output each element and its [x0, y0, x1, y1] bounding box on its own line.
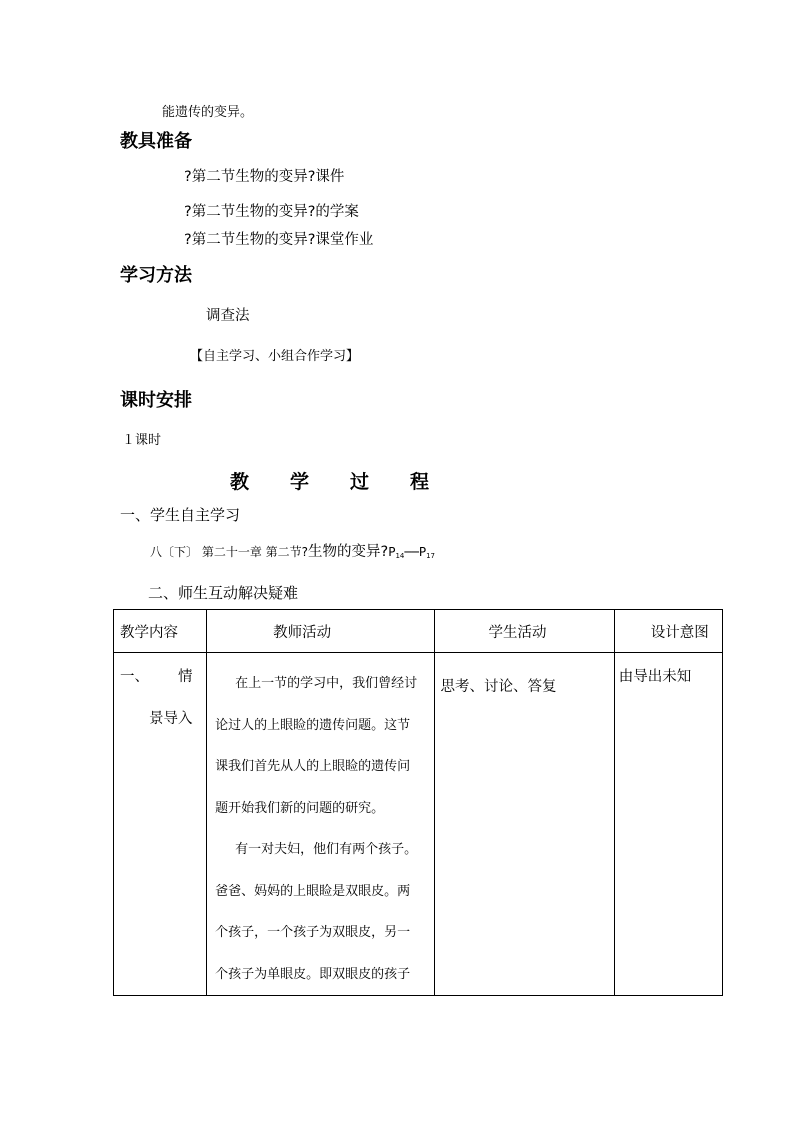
header-cell — [207, 610, 434, 653]
teacher-line: 论过人的上眼睑的遗传问题。这节 — [215, 717, 411, 733]
intent-text: 由导出未知 — [618, 669, 692, 685]
content-label-c: 景导入 — [149, 711, 193, 727]
teacher-line: 个孩子为单眼皮。即双眼皮的孩子 — [215, 966, 411, 982]
page-ref: P — [418, 545, 427, 559]
content-label-b: 情 — [178, 669, 193, 685]
table-row — [114, 653, 723, 996]
teacher-line: 题开始我们新的问题的研究。 — [215, 800, 385, 816]
teacher-line: 在上一节的学习中，我们曾经讨 — [235, 676, 418, 691]
part2-heading: 二、师生互动解决疑难 — [148, 584, 299, 602]
page-ref: P — [388, 545, 396, 559]
header-intent: 设计意图 — [650, 624, 709, 641]
tool-item: ?第二节生物的变异?课堂作业 — [184, 232, 374, 248]
top-line-text: 能遗传的变异。 — [162, 105, 254, 120]
process-title: 教 学 过 程 — [230, 471, 431, 493]
content-cell — [114, 653, 207, 996]
student-cell — [434, 653, 614, 996]
part1-prefix: 八〔下〕 第二十一章 第二节? — [150, 545, 308, 559]
header-student: 学生活动 — [488, 624, 547, 641]
teacher-cell — [207, 653, 434, 996]
dash: ── — [404, 545, 419, 559]
schedule-text: １课时 — [122, 433, 162, 448]
header-cell — [434, 610, 614, 653]
part1-heading: 一、学生自主学习 — [120, 506, 241, 524]
page-ref-sub: 17 — [426, 552, 435, 560]
page-ref-sub: 14 — [395, 552, 405, 560]
part1-strong: 生物的变异? — [308, 544, 389, 560]
tool-item: ?第二节生物的变异?的学案 — [184, 204, 359, 220]
content-label-a: 一、 — [120, 669, 149, 685]
student-text: 思考、讨论、答复 — [440, 679, 557, 695]
lesson-table — [113, 609, 723, 996]
intent-cell — [614, 653, 722, 996]
header-cell — [614, 610, 722, 653]
header-cell — [114, 610, 207, 653]
teacher-line: 课我们首先从人的上眼睑的遗传问 — [215, 759, 411, 774]
header-content: 教学内容 — [120, 624, 178, 641]
teacher-line: 个孩子，一个孩子为双眼皮，另一 — [215, 925, 411, 940]
schedule-heading: 课时安排 — [120, 390, 192, 411]
teacher-text — [207, 653, 433, 995]
method-line: 【自主学习、小组合作学习】 — [190, 349, 360, 364]
header-teacher: 教师活动 — [273, 624, 332, 641]
tool-item: ?第二节生物的变异?课件 — [184, 169, 345, 185]
table-header-row — [114, 610, 723, 653]
part1-line — [150, 540, 435, 561]
method-heading: 学习方法 — [120, 265, 192, 286]
tools-heading: 教具准备 — [120, 131, 192, 152]
teacher-line: 爸爸、妈妈的上眼睑是双眼皮。两 — [215, 883, 411, 899]
teacher-line: 有一对夫妇，他们有两个孩子。 — [235, 842, 418, 857]
method-line: 调查法 — [206, 308, 250, 324]
